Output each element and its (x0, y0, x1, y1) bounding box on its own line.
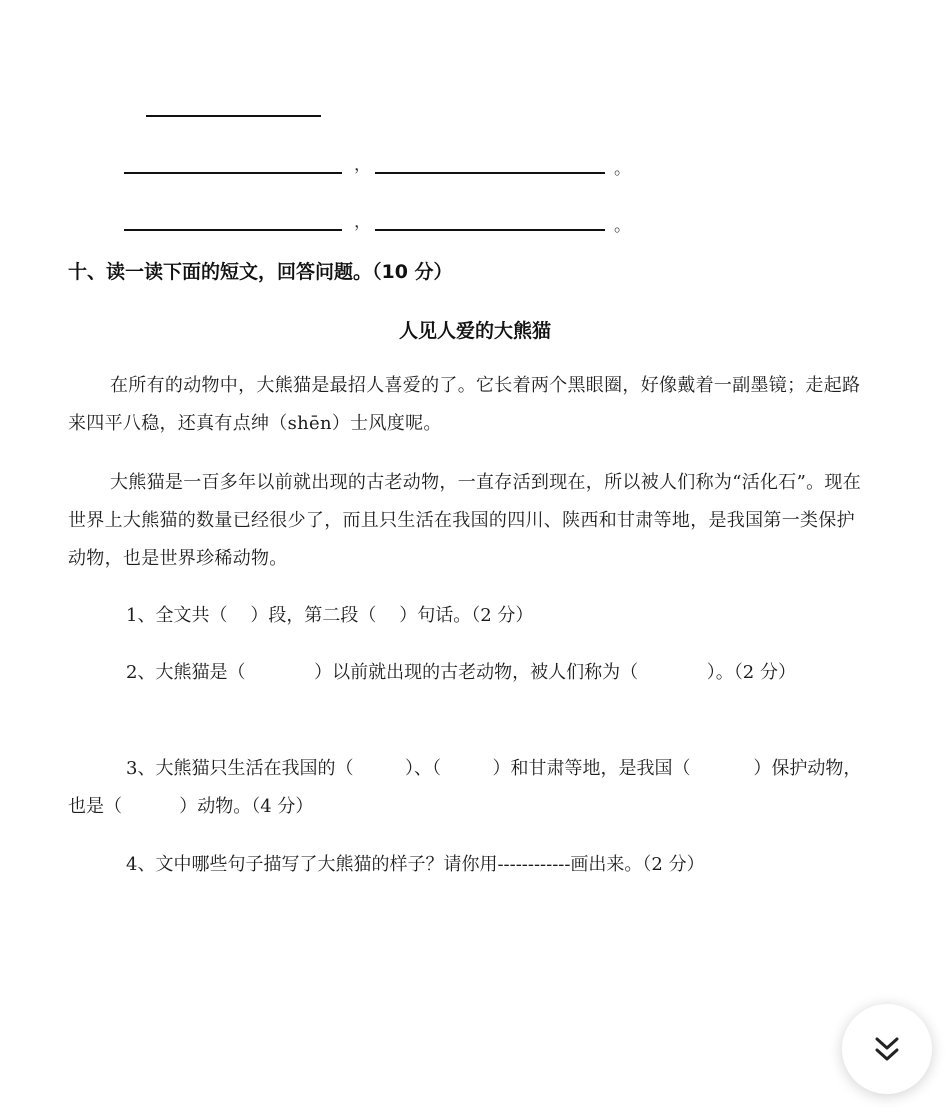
question-item: 2、大熊猫是（ ）以前就出现的古老动物，被人们称为（ ）。（2 分） (126, 662, 796, 683)
comma-mark: ， (354, 155, 371, 175)
question-item: 3、大熊猫只生活在我国的（ ）、（ ）和甘肃等地，是我国（ ）保护动物，也是（ ）动物。（4 分） (68, 758, 862, 817)
answer-blank-line (124, 229, 342, 231)
answer-blank-line (375, 229, 605, 231)
double-chevron-down-icon (870, 1032, 904, 1066)
answer-blank-line (146, 115, 321, 117)
answer-blank-line (124, 172, 342, 174)
question-item: 4、文中哪些句子描写了大熊猫的样子？请你用------------画出来。（2 分） (126, 854, 705, 875)
question-item: 1、全文共（ ）段，第二段（ ）句话。（2 分） (126, 605, 534, 626)
period-mark: 。 (614, 216, 631, 236)
answer-blank-line (375, 172, 605, 174)
period-mark: 。 (614, 159, 631, 179)
section-heading: 十、读一读下面的短文，回答问题。（10 分） (68, 261, 453, 283)
passage-paragraph: 大熊猫是一百多年以前就出现的古老动物，一直存活到现在，所以被人们称为“活化石”。现在世界上大熊猫的数量已经很少了，而且只生活在我国的四川、陕西和甘肃等地，是我国第一类保护动物，也是世界珍稀动物。 (68, 472, 861, 569)
scroll-down-button[interactable] (842, 1004, 932, 1094)
comma-mark: ， (354, 212, 371, 232)
article-title: 人见人爱的大熊猫 (398, 320, 551, 342)
passage-paragraph: 在所有的动物中，大熊猫是最招人喜爱的了。它长着两个黑眼圈，好像戴着一副墨镜；走起路来四平八稳，还真有点绅（shēn）士风度呢。 (68, 375, 861, 434)
